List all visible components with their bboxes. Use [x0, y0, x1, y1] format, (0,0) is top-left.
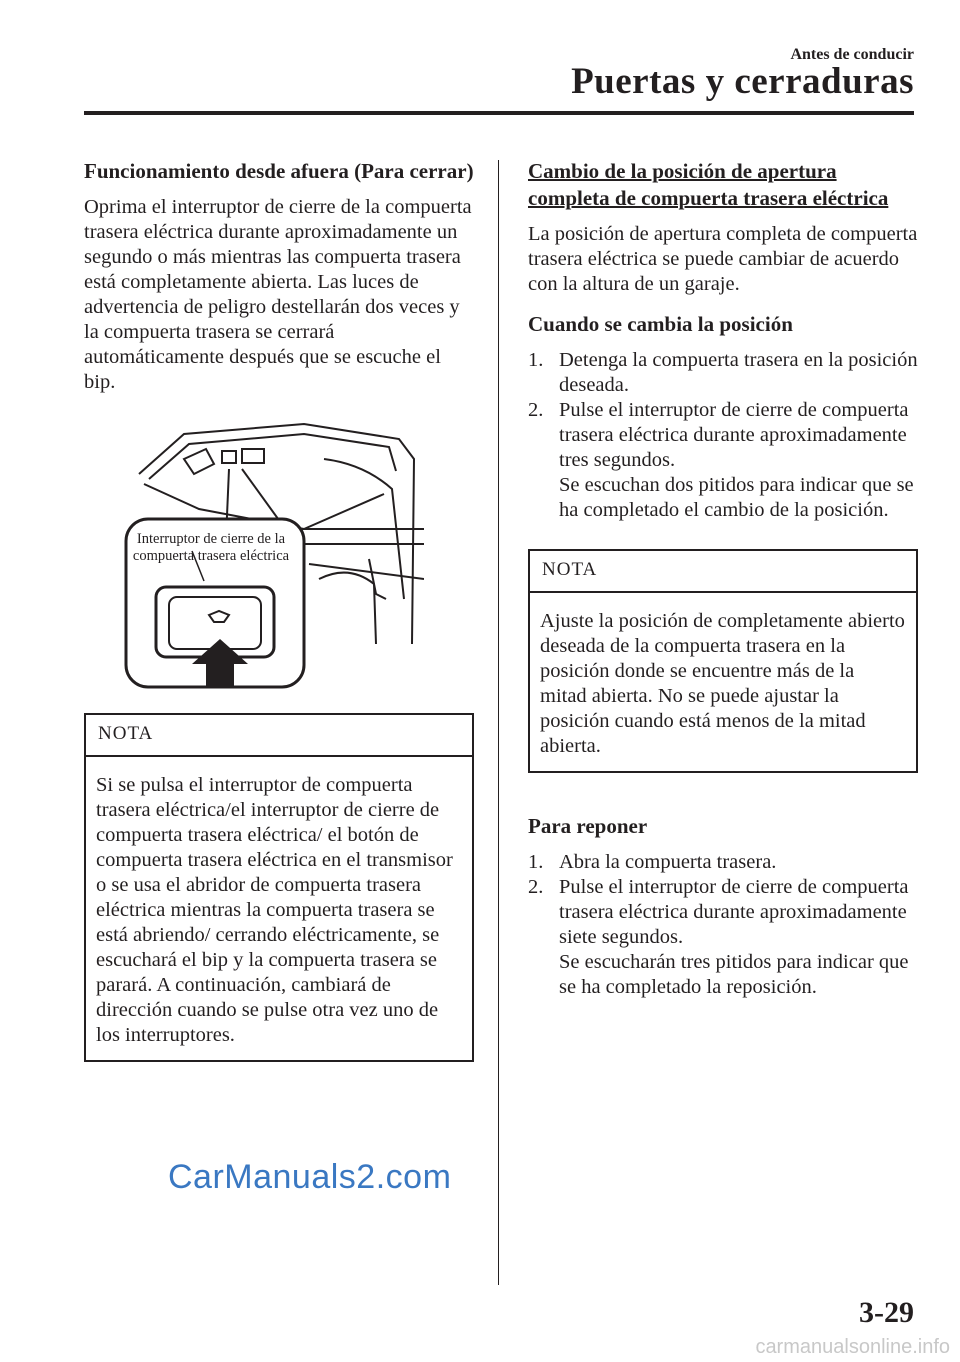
- step-number: 2.: [528, 399, 544, 421]
- nota-body: Ajuste la posición de completamente abierto deseada de la compuerta trasera en la posición donde se encuentre más de la mitad abierta. No se puede ajustar la posición cuando está menos de la mitad abierta.: [540, 610, 905, 757]
- nota-box-right: [528, 549, 918, 773]
- section-label: Antes de conducir: [790, 46, 914, 63]
- right-column: [528, 158, 918, 1000]
- step-text: Detenga la compuerta trasera en la posición deseada.: [559, 349, 918, 396]
- steps-change-position: [528, 348, 918, 523]
- step-number: 2.: [528, 876, 544, 898]
- nota-body: Si se pulsa el interruptor de compuerta trasera eléctrica/el interruptor de cierre de compuerta trasera eléctrica/ el botón de compuerta trasera eléctrica en el transmisor o se usa el abridor de compuerta trasera eléctrica mientras la compuerta trasera se está abriendo/ cerrando eléctricamente, se escuchará el bip y la compuerta trasera se parará. A continuación, cambiará de dirección cuando se pulse otra vez uno de los interruptores.: [96, 774, 453, 1046]
- paragraph-close-outside: Oprima el interruptor de cierre de la compuerta trasera eléctrica durante aproximadamente un segundo o más mientras las compuerta trasera está completamente abierta. Las luces de advertencia de peligro destellarán dos veces y la compuerta trasera se cerrará automáticamente después que se escuche el bip.: [84, 196, 472, 393]
- paragraph-intro: La posición de apertura completa de compuerta trasera eléctrica se puede cambiar de acuerdo con la altura de un garaje.: [528, 223, 918, 295]
- switch-label-line2: compuerta trasera eléctrica: [132, 548, 290, 564]
- nota-title: NOTA: [530, 551, 916, 593]
- step-number: 1.: [528, 851, 544, 873]
- nota-box-left: [84, 713, 474, 1062]
- nota-title: NOTA: [86, 715, 472, 757]
- list-item: [528, 850, 918, 875]
- page-number: 3-29: [859, 1296, 914, 1329]
- heading-change-position: Cuando se cambia la posición: [528, 312, 793, 336]
- tailgate-switch-illustration: [124, 419, 424, 689]
- list-item: [528, 348, 918, 398]
- step-text: Pulse el interruptor de cierre de compuerta trasera eléctrica durante aproximadamente siete segundos.: [559, 876, 909, 948]
- list-item: [528, 875, 918, 1000]
- step-text: Abra la compuerta trasera.: [559, 851, 777, 873]
- footer-watermark: carmanualsonline.info: [755, 1336, 950, 1358]
- step-text: Pulse el interruptor de cierre de compuerta trasera eléctrica durante aproximadamente tres segundos.: [559, 399, 909, 471]
- left-column: [84, 158, 474, 1062]
- step-number: 1.: [528, 349, 544, 371]
- list-item: [528, 398, 918, 523]
- step-extra: Se escucharán tres pitidos para indicar que se ha completado la reposición.: [559, 951, 909, 998]
- page-title: Puertas y cerraduras: [571, 61, 914, 102]
- heading-reset: Para reponer: [528, 814, 648, 838]
- column-divider: [498, 160, 499, 1285]
- heading-full-open-position-link[interactable]: Cambio de la posición de apertura completa de compuerta trasera eléctrica: [528, 159, 889, 210]
- header-rule: [84, 111, 914, 115]
- switch-label-line1: Interruptor de cierre de la: [136, 531, 286, 547]
- heading-close-outside: Funcionamiento desde afuera (Para cerrar): [84, 159, 474, 183]
- watermark-logo: CarManuals2.com: [168, 1158, 452, 1196]
- switch-label: [126, 531, 296, 565]
- steps-reset: [528, 850, 918, 1000]
- step-extra: Se escuchan dos pitidos para indicar que se ha completado el cambio de la posición.: [559, 474, 914, 521]
